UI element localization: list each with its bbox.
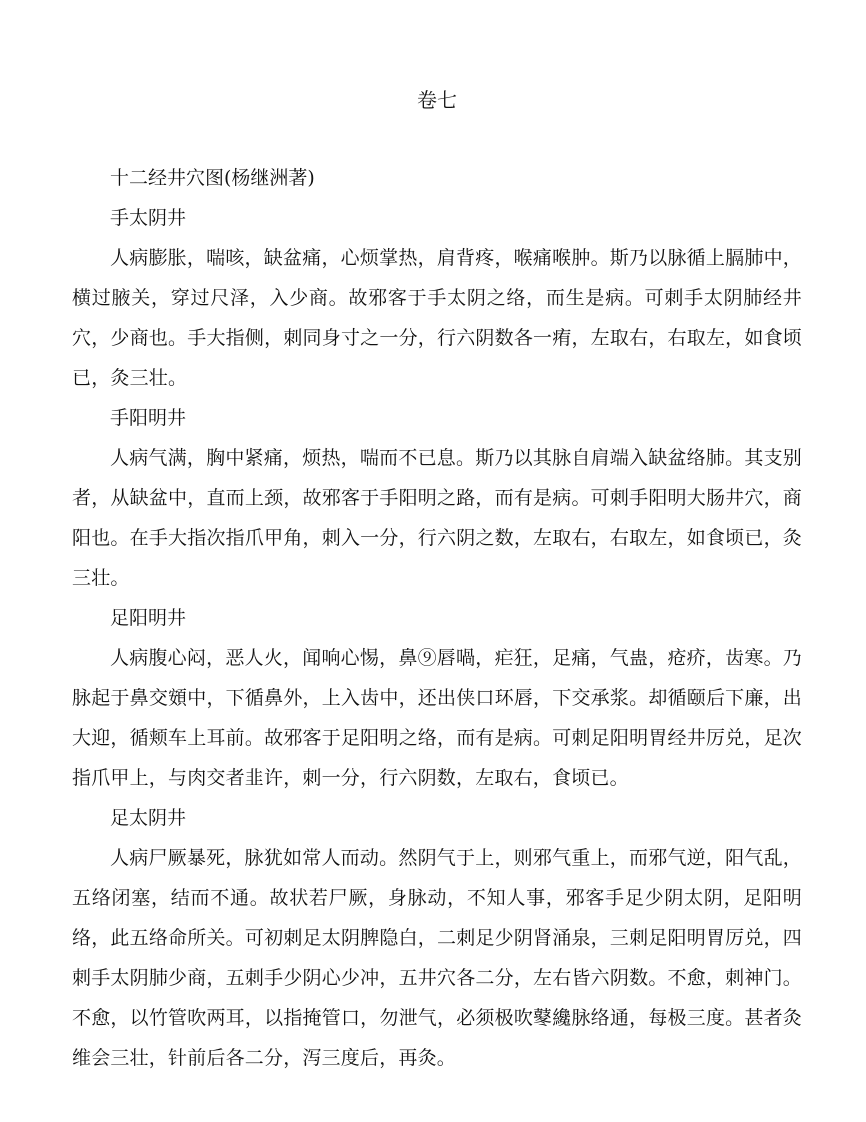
- paragraph-zu-taiyin: 人病尸厥暴死，脉犹如常人而动。然阴气于上，则邪气重上，而邪气逆，阳气乱，五络闭塞，结而不通。故状若尸厥，身脉动，不知人事，邪客手足少阴太阴，足阳明络，此五络命所关。可初刺足太阴脾隐白，二刺足少阴肾涌泉，三刺足阳明胃厉兑，四刺手太阴肺少商，五刺手少阴心少冲，五井穴各二分，左右皆六阴数。不愈，刺神门。不愈，以竹管吹两耳，以指掩管口，勿泄气，必须极吹鼕纔脉络通，每极三度。甚者灸维会三壮，针前后各二分，泻三度后，再灸。: [72, 847, 802, 1069]
- paragraph-zu-yangming: 人病腹心闷，恶人火，闻响心惕，鼻⑨唇喎，疟狂，足痛，气蛊，疮疥，齿寒。乃脉起于鼻交頞中，下循鼻外，上入齿中，还出侠口环唇，下交承浆。却循颐后下廉，出大迎，循颊车上耳前。故邪客于足阳明之络，而有是病。可刺足阳明胃经井厉兑，足次指爪甲上，与肉交者韭许，刺一分，行六阴数，左取右，食顷已。: [72, 647, 802, 789]
- subsection-heading-shou-yangming: 手阳明井: [110, 407, 187, 429]
- document-body: [72, 158, 802, 1078]
- subsection-heading-zu-yangming: 足阳明井: [110, 607, 187, 629]
- section-title: 十二经井穴图(杨继洲著): [110, 167, 315, 189]
- paragraph-shou-taiyin: 人病膨胀，喘咳，缺盆痛，心烦掌热，肩背疼，喉痛喉肿。斯乃以脉循上膈肺中，横过腋关，穿过尺泽，入少商。故邪客于手太阴之络，而生是病。可刺手太阴肺经井穴，少商也。手大指侧，刺同身寸之一分，行六阴数各一痏，左取右，右取左，如食顷已，灸三壮。: [72, 247, 802, 389]
- chapter-title: 卷七: [417, 88, 457, 112]
- paragraph-shou-yangming: 人病气满，胸中紧痛，烦热，喘而不已息。斯乃以其脉自肩端入缺盆络肺。其支别者，从缺盆中，直而上颈，故邪客于手阳明之路，而有是病。可刺手阳明大肠井穴，商阳也。在手大指次指爪甲角，刺入一分，行六阴之数，左取右，右取左，如食顷已，灸三壮。: [72, 447, 802, 589]
- subsection-heading-shou-taiyin: 手太阴井: [110, 207, 187, 229]
- subsection-heading-zu-taiyin: 足太阴井: [110, 807, 187, 829]
